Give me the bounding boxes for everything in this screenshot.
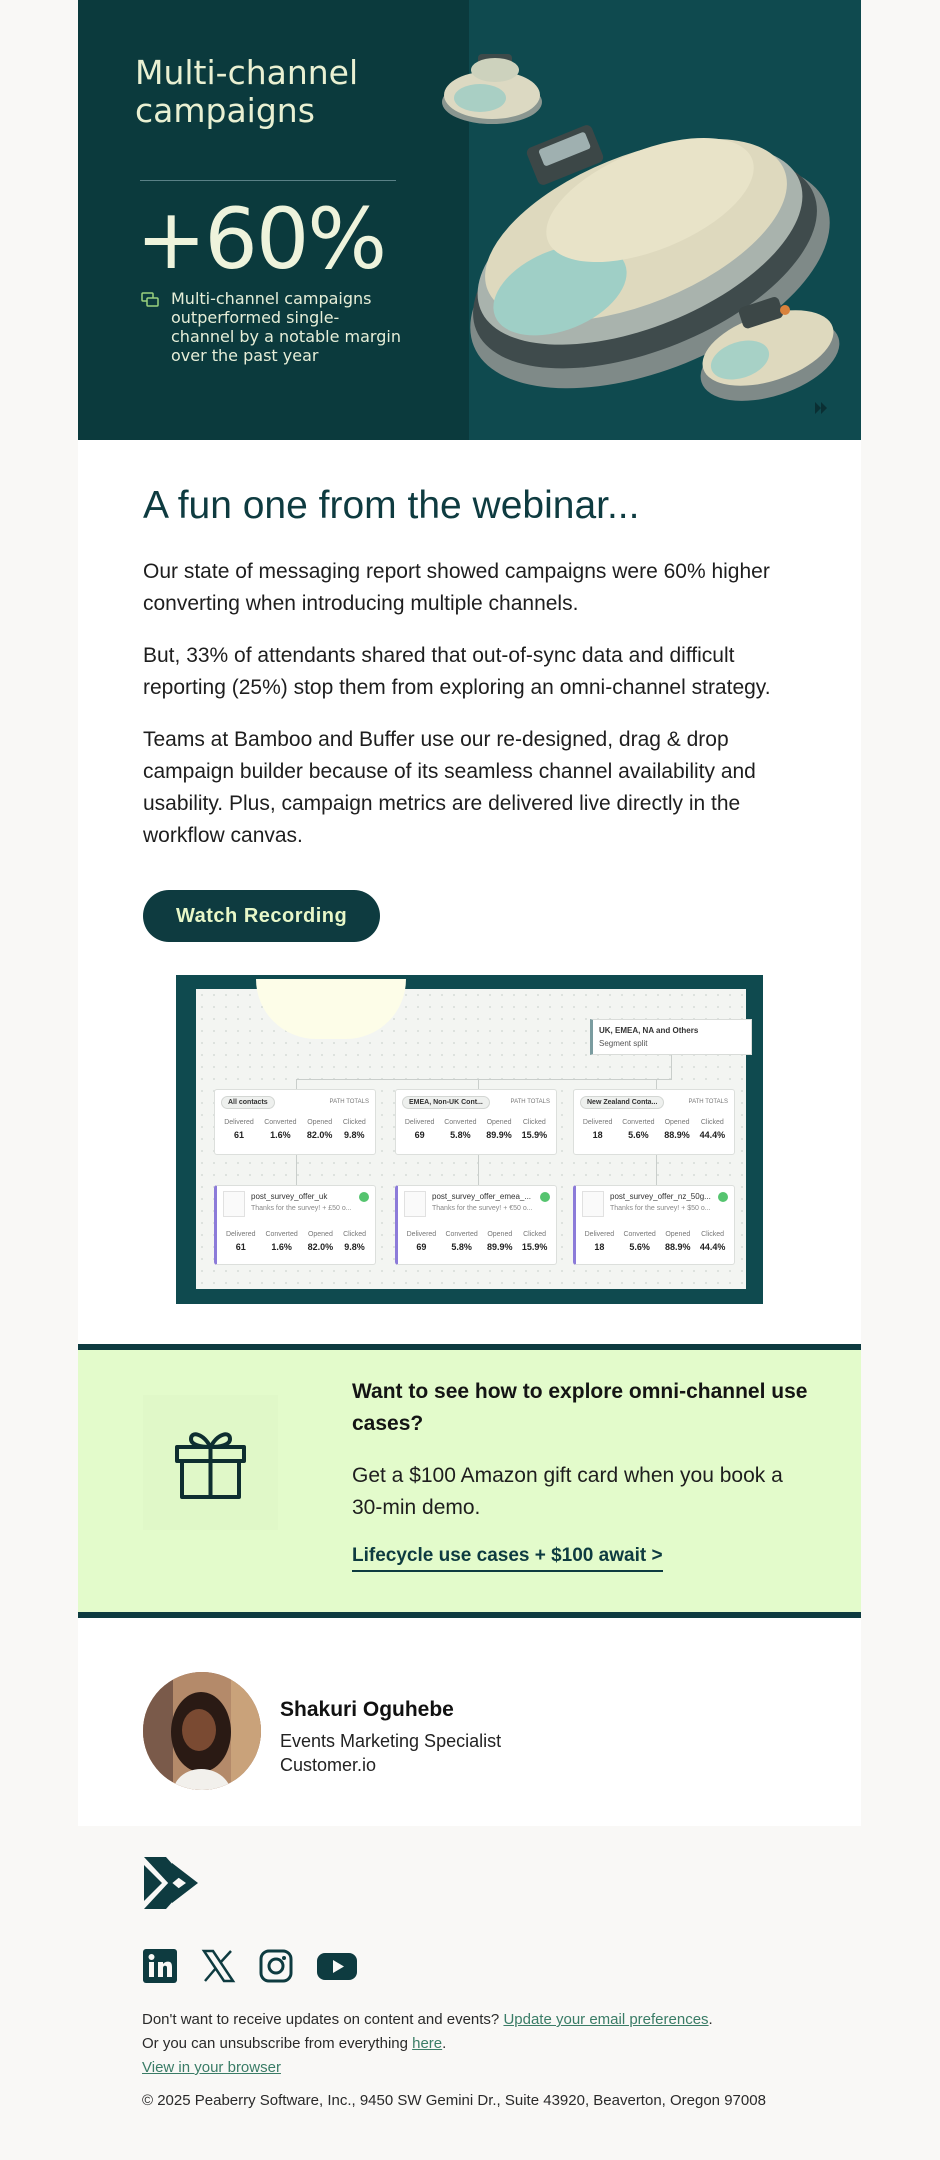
branch-card [395, 1089, 557, 1155]
metric-value: 5.6% [629, 1242, 650, 1252]
segment-subtitle: Segment split [599, 1039, 648, 1048]
metric-label: Clicked [343, 1231, 367, 1238]
youtube-icon[interactable] [316, 1948, 358, 1984]
metric-label: Opened [664, 1119, 690, 1126]
metric-value: 44.4% [699, 1242, 726, 1252]
message-subject: Thanks for the survey! + £50 o... [251, 1205, 352, 1212]
path-totals-label: PATH TOTALS [329, 1099, 369, 1105]
check-icon [540, 1192, 550, 1202]
metric-label: Clicked [701, 1231, 725, 1238]
promo-title: Want to see how to explore omni-channel use cases? [352, 1380, 808, 1435]
signature-name: Shakuri Oguhebe [280, 1698, 454, 1721]
hero-divider [140, 180, 396, 181]
connector [478, 1079, 479, 1089]
message-title: post_survey_offer_nz_50g... [610, 1192, 711, 1201]
email-container [78, 0, 861, 1826]
metric-label: Opened [487, 1231, 513, 1238]
signature-role: Events Marketing Specialist [280, 1731, 502, 1751]
message-card [214, 1185, 376, 1265]
customerio-mark-icon [813, 400, 829, 416]
metric-value: 9.8% [344, 1130, 365, 1140]
branch-card [573, 1089, 735, 1155]
hero-note: Multi-channel campaigns outperformed single-channel by a notable margin over the past year [171, 289, 401, 365]
metric-label: Converted [264, 1119, 297, 1126]
connector [296, 1155, 297, 1185]
metric-value: 82.0% [306, 1130, 333, 1140]
check-icon [359, 1192, 369, 1202]
chat-bubbles-icon [141, 292, 159, 308]
instagram-icon[interactable] [258, 1948, 294, 1984]
unsubscribe-text: Or you can unsubscribe from everything [142, 2035, 413, 2052]
metric-label: Opened [307, 1231, 333, 1238]
metric-value: 89.9% [486, 1130, 512, 1140]
paragraph: Our state of messaging report showed campaigns were 60% higher converting when introducing multiple channels. [143, 560, 770, 615]
message-subject: Thanks for the survey! + $50 o... [610, 1205, 711, 1212]
signature [78, 1618, 861, 1826]
promo-banner [78, 1344, 861, 1618]
segment-title: UK, EMEA, NA and Others [599, 1026, 699, 1035]
email-thumbnail [223, 1191, 245, 1217]
metric-value: 5.6% [628, 1130, 649, 1140]
metric-label: Converted [265, 1231, 298, 1238]
metric-label: Converted [622, 1119, 655, 1126]
connector [478, 1155, 479, 1185]
watch-recording-button[interactable]: Watch Recording [143, 890, 380, 942]
metric-label: Clicked [342, 1119, 366, 1126]
branch-pill: All contacts [221, 1096, 275, 1109]
path-totals-label: PATH TOTALS [688, 1099, 728, 1105]
browser-line [142, 2056, 862, 2080]
connector [656, 1155, 657, 1185]
metric-label: Clicked [522, 1119, 546, 1126]
branch-pill: New Zealand Conta... [580, 1096, 664, 1109]
metric-value: 61 [235, 1242, 246, 1252]
unsubscribe-line: Or you can unsubscribe from everything here. [142, 2035, 447, 2052]
metric-label: Converted [444, 1119, 477, 1126]
hero-banner [78, 0, 861, 440]
metric-label: Clicked [523, 1231, 547, 1238]
footer-text [142, 2008, 862, 2080]
hero-stat: +60% [136, 190, 386, 288]
social-links [142, 1948, 862, 1984]
metric-value: 69 [414, 1130, 425, 1140]
footer [142, 1855, 862, 2109]
linkedin-icon[interactable] [142, 1948, 178, 1984]
metric-value: 1.6% [271, 1242, 292, 1252]
signature-company: Customer.io [280, 1755, 377, 1775]
lifecycle-use-cases-link[interactable]: Lifecycle use cases + $100 await > [352, 1545, 663, 1572]
update-preferences-link[interactable]: Update your email preferences [503, 2011, 709, 2028]
metric-label: Delivered [582, 1119, 613, 1126]
metric-label: Delivered [224, 1119, 254, 1126]
metric-value: 18 [594, 1242, 605, 1252]
paragraph: But, 33% of attendants shared that out-of-sync data and difficult reporting (25%) stop them from exploring an omni-channel strategy. [143, 644, 771, 699]
connector [296, 1079, 672, 1080]
preferences-text: Don't want to receive updates on content and events? [142, 2011, 504, 2028]
metric-value: 15.9% [521, 1130, 548, 1140]
customerio-logo-icon[interactable] [142, 1855, 200, 1911]
message-card [395, 1185, 557, 1265]
metric-value: 82.0% [307, 1242, 334, 1252]
hero-title: Multi-channel campaigns [135, 53, 359, 130]
metric-value: 89.9% [487, 1242, 513, 1252]
metric-value: 88.9% [664, 1130, 690, 1140]
metric-value: 15.9% [521, 1242, 548, 1252]
view-in-browser-link[interactable]: View in your browser [142, 2059, 281, 2076]
metric-value: 5.8% [451, 1242, 472, 1252]
metric-label: Delivered [225, 1231, 256, 1238]
metric-label: Opened [486, 1119, 512, 1126]
x-icon[interactable] [200, 1948, 236, 1984]
gift-icon-container [143, 1395, 278, 1530]
metric-label: Delivered [584, 1231, 615, 1238]
email-thumbnail [582, 1191, 604, 1217]
metric-value: 44.4% [699, 1130, 726, 1140]
message-subject: Thanks for the survey! + €50 o... [432, 1205, 533, 1212]
metric-label: Clicked [700, 1119, 724, 1126]
workflow-screenshot[interactable] [176, 975, 763, 1304]
metric-value: 88.9% [665, 1242, 691, 1252]
metric-value: 5.8% [450, 1130, 471, 1140]
main-content [78, 440, 861, 942]
metric-label: Opened [665, 1231, 691, 1238]
segment-split-node [590, 1019, 752, 1055]
gift-icon [173, 1423, 248, 1501]
metric-label: Delivered [406, 1231, 437, 1238]
branch-pill: EMEA, Non-UK Cont... [402, 1096, 490, 1109]
connector [296, 1079, 297, 1089]
message-title: post_survey_offer_uk [251, 1192, 328, 1201]
promo-text: Get a $100 Amazon gift card when you book a 30-min demo. [352, 1464, 783, 1519]
metric-label: Delivered [404, 1119, 435, 1126]
unsubscribe-link[interactable]: here [412, 2035, 443, 2052]
message-card [573, 1185, 735, 1265]
workflow-canvas [196, 989, 746, 1289]
connector [671, 1055, 672, 1079]
metric-value: 18 [592, 1130, 603, 1140]
metric-value: 9.8% [344, 1242, 365, 1252]
email-thumbnail [404, 1191, 426, 1217]
decorative-blob [256, 979, 406, 1039]
metric-label: Converted [445, 1231, 478, 1238]
message-title: post_survey_offer_emea_... [432, 1192, 532, 1201]
paragraph: Teams at Bamboo and Buffer use our re-designed, drag & drop campaign builder because of its seamless channel availability and usability. Plus, campaign metrics are delivered live directly in the workflow canvas. [143, 728, 756, 847]
check-icon [718, 1192, 728, 1202]
avatar-portrait [143, 1672, 261, 1790]
connector [656, 1079, 657, 1089]
copyright: © 2025 Peaberry Software, Inc., 9450 SW Gemini Dr., Suite 43920, Beaverton, Oregon 97008 [142, 2092, 766, 2109]
metric-label: Opened [307, 1119, 333, 1126]
metric-value: 69 [416, 1242, 427, 1252]
avatar [143, 1672, 261, 1790]
section-headline: A fun one from the webinar... [143, 484, 640, 527]
path-totals-label: PATH TOTALS [510, 1099, 550, 1105]
hovercraft-illustration [440, 40, 861, 440]
metric-value: 1.6% [270, 1130, 291, 1140]
branch-card [214, 1089, 376, 1155]
preferences-line: Don't want to receive updates on content and events? Update your email preferences. [142, 2011, 713, 2028]
metric-value: 61 [233, 1130, 244, 1140]
metric-label: Converted [623, 1231, 656, 1238]
